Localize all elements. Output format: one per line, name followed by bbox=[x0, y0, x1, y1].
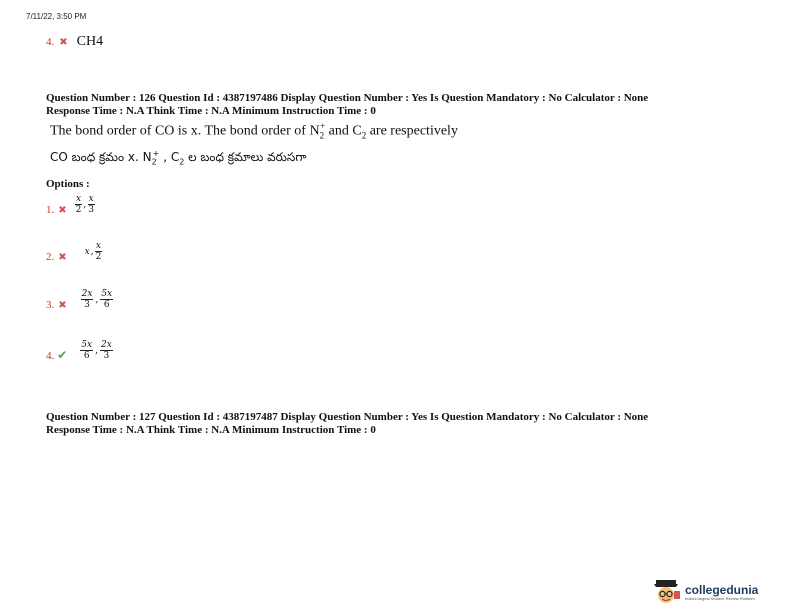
question-text-english: The bond order of CO is x. The bond order of $N_2^+$ and $C_2$ are respectively bbox=[50, 121, 458, 141]
option-4-value: $\frac{5x}{6}$ , $\frac{2x}{3}$ bbox=[81, 340, 112, 361]
option-2 bbox=[46, 241, 102, 263]
option-2-value: x , $\frac{x}{2}$ bbox=[84, 241, 102, 262]
cross-icon: ✖ bbox=[59, 36, 68, 48]
meta-line-2: Response Time : N.A Think Time : N.A Minimum Instruction Time : 0 bbox=[46, 105, 376, 117]
option-1 bbox=[46, 194, 95, 216]
meta-line-1: Question Number : 126 Question Id : 4387197486 Display Question Number : Yes Is Question Mandatory : No Calculator : None bbox=[46, 92, 649, 104]
option-number: 4. bbox=[46, 36, 55, 48]
option-number: 1. bbox=[46, 204, 55, 216]
option-number: 4. bbox=[46, 350, 55, 362]
option-3 bbox=[46, 289, 113, 311]
options-label: Options : bbox=[46, 178, 90, 190]
logo-name: collegedunia bbox=[685, 582, 759, 597]
option-number: 3. bbox=[46, 299, 55, 311]
checkmark-icon: ✔ bbox=[57, 348, 68, 362]
option-3-value: $\frac{2x}{3}$ , $\frac{5x}{6}$ bbox=[81, 289, 113, 310]
timestamp: 7/11/22, 3:50 PM bbox=[26, 12, 87, 21]
cross-icon: ✖ bbox=[58, 205, 67, 216]
question-text-telugu: CO బంధ క్రమం x. $N_2^+$ , $C_2$ ల బంధ క్రమాలు వరుసగా bbox=[50, 149, 307, 167]
cross-icon: ✖ bbox=[58, 252, 67, 263]
option-4 bbox=[46, 340, 113, 362]
mascot-icon bbox=[652, 579, 682, 605]
question-127-meta bbox=[46, 411, 786, 437]
collegedunia-logo bbox=[652, 579, 758, 605]
question-126-meta bbox=[46, 92, 786, 118]
option-text: CH4 bbox=[76, 34, 104, 49]
option-number: 2. bbox=[46, 251, 55, 263]
meta-line-2: Response Time : N.A Think Time : N.A Minimum Instruction Time : 0 bbox=[46, 424, 376, 436]
option-1-value: $\frac{x}{2}$ , $\frac{x}{3}$ bbox=[75, 194, 94, 215]
prev-option-4 bbox=[46, 34, 103, 50]
logo-tagline: India's largest Student Review Platform bbox=[685, 595, 755, 601]
cross-icon: ✖ bbox=[58, 300, 67, 311]
meta-line-1: Question Number : 127 Question Id : 4387197487 Display Question Number : Yes Is Question Mandatory : No Calculator : None bbox=[46, 411, 649, 423]
